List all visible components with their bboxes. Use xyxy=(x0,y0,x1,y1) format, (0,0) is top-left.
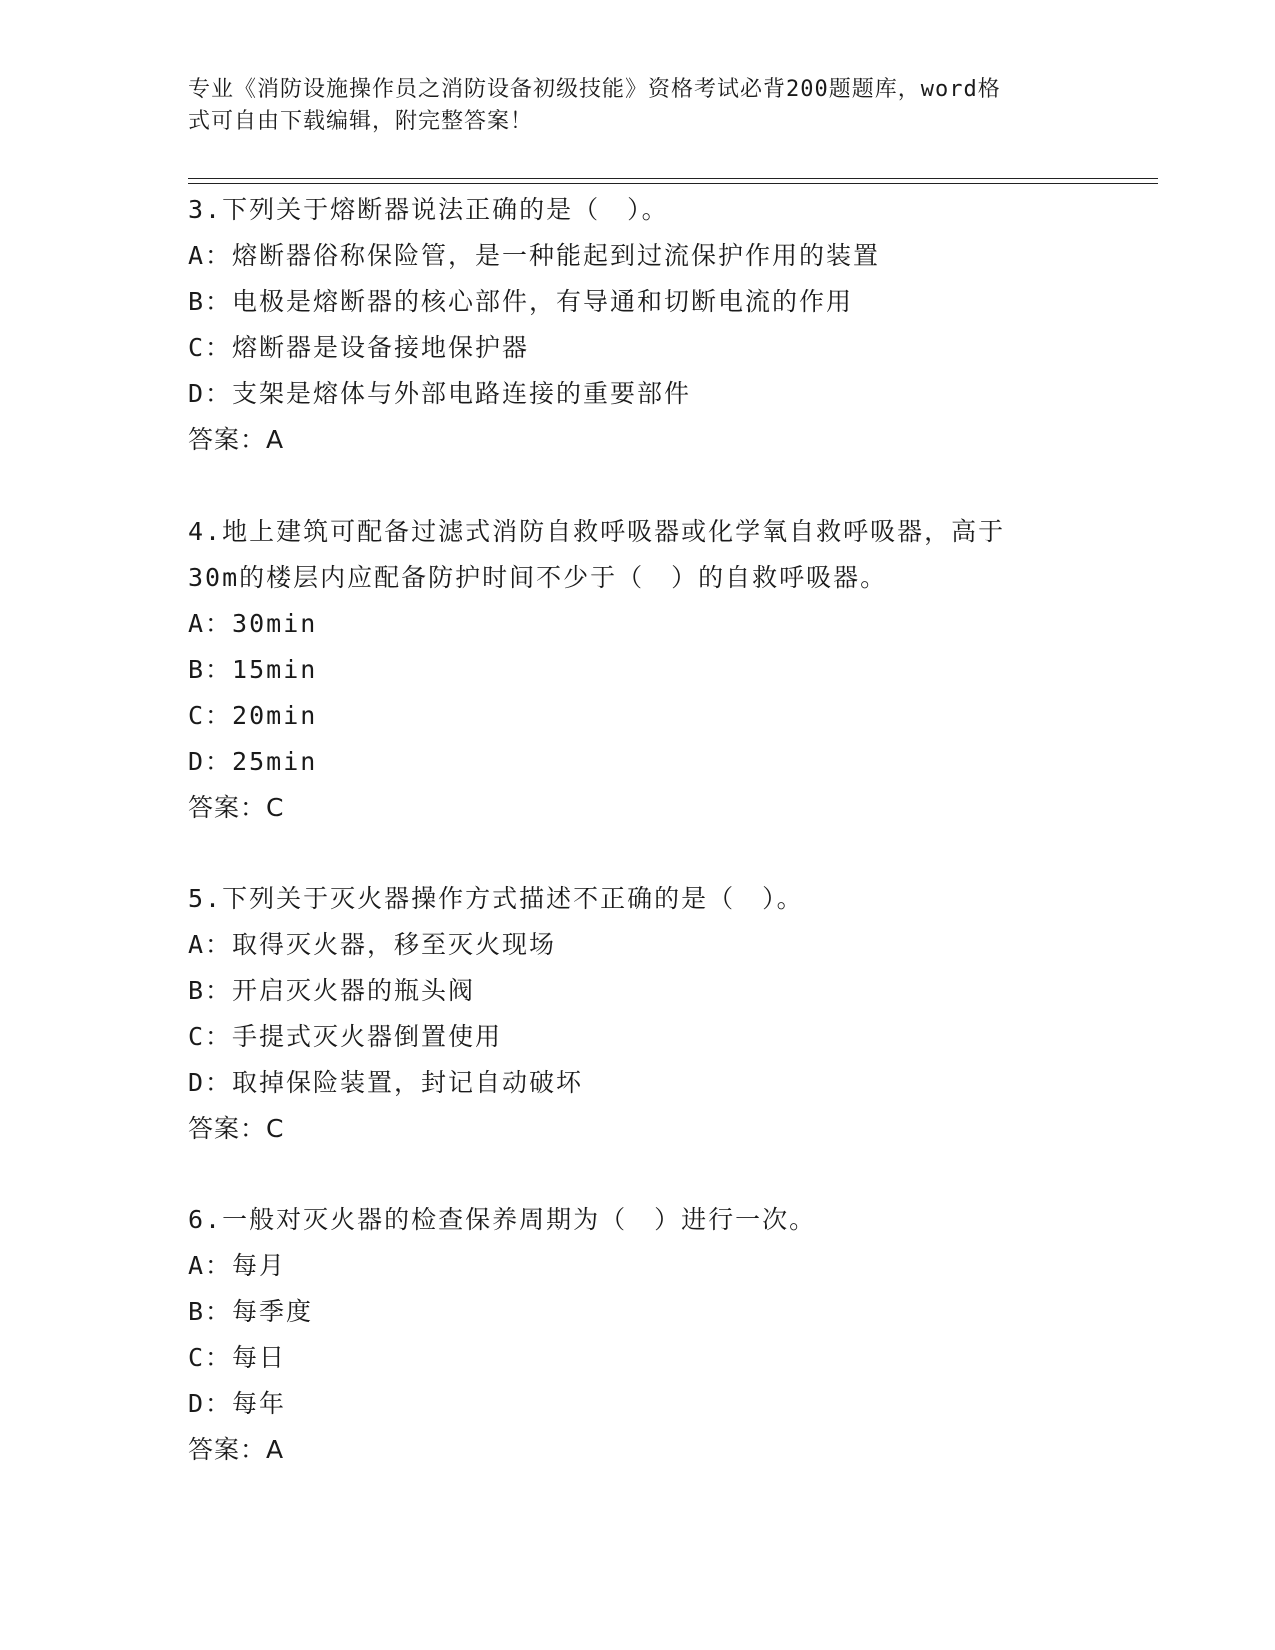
option-b: B：开启灭火器的瓶头阀 xyxy=(188,976,476,1005)
question-stem: 5.下列关于灭火器操作方式描述不正确的是（ ）。 xyxy=(188,884,804,913)
option-c: C：手提式灭火器倒置使用 xyxy=(188,1022,503,1051)
question-block xyxy=(188,1197,1108,1473)
question-block xyxy=(188,876,1108,1152)
answer-line: 答案：C xyxy=(188,1114,285,1143)
document-header xyxy=(188,74,1068,138)
option-a: A：30min xyxy=(188,609,318,638)
answer-line: 答案：A xyxy=(188,1435,285,1464)
answer-line: 答案：A xyxy=(188,425,285,454)
option-d: D：25min xyxy=(188,747,318,776)
question-stem: 4.地上建筑可配备过滤式消防自救呼吸器或化学氧自救呼吸器，高于 xyxy=(188,517,1006,546)
header-divider-top xyxy=(188,178,1158,179)
answer-line: 答案：C xyxy=(188,793,285,822)
option-d: D：支架是熔体与外部电路连接的重要部件 xyxy=(188,379,692,408)
header-line-1: 专业《消防设施操作员之消防设备初级技能》资格考试必背200题题库，word格 xyxy=(188,77,1001,102)
option-b: B：15min xyxy=(188,655,318,684)
option-a: A：取得灭火器，移至灭火现场 xyxy=(188,930,557,959)
option-c: C：每日 xyxy=(188,1343,287,1372)
question-stem-continued: 30m的楼层内应配备防护时间不少于（ ）的自救呼吸器。 xyxy=(188,563,888,592)
option-c: C：20min xyxy=(188,701,318,730)
option-a: A：每月 xyxy=(188,1251,287,1280)
option-c: C：熔断器是设备接地保护器 xyxy=(188,333,530,362)
option-d: D：取掉保险装置，封记自动破坏 xyxy=(188,1068,584,1097)
option-b: B：每季度 xyxy=(188,1297,314,1326)
question-block xyxy=(188,187,1108,463)
option-b: B：电极是熔断器的核心部件，有导通和切断电流的作用 xyxy=(188,287,854,316)
header-divider-bottom xyxy=(188,183,1158,184)
option-d: D：每年 xyxy=(188,1389,287,1418)
question-stem: 6.一般对灭火器的检查保养周期为（ ）进行一次。 xyxy=(188,1205,817,1234)
question-block xyxy=(188,509,1108,831)
option-a: A：熔断器俗称保险管，是一种能起到过流保护作用的装置 xyxy=(188,241,881,270)
header-line-2: 式可自由下载编辑，附完整答案！ xyxy=(188,109,534,134)
question-stem: 3.下列关于熔断器说法正确的是（ ）。 xyxy=(188,195,669,224)
